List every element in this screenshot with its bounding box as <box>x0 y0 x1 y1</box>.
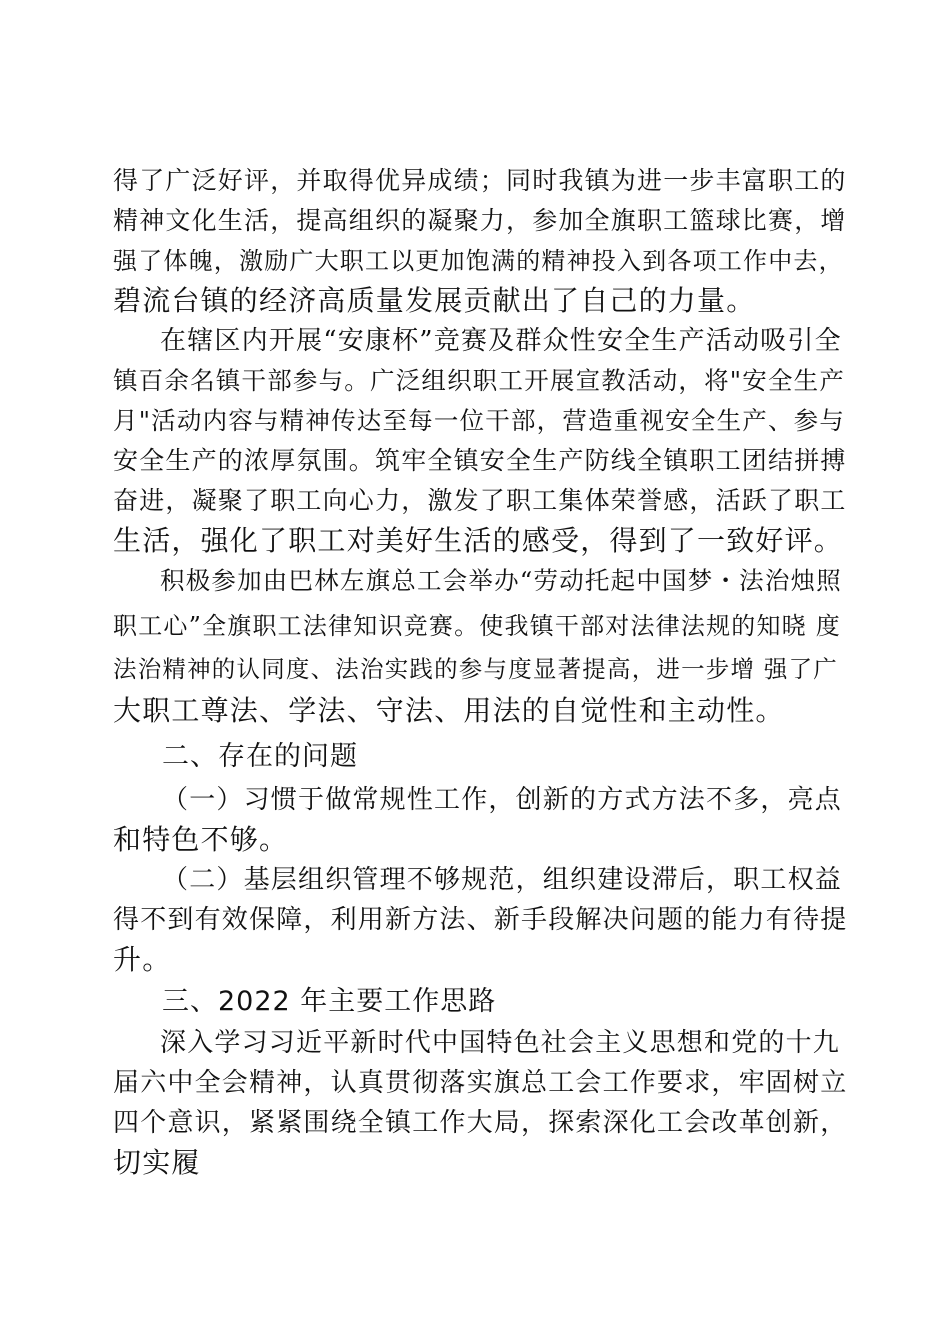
body-text-line: 得了广泛好评，并取得优异成绩；同时我镇为进一步丰富职工的 <box>113 166 847 195</box>
body-text-line: 月"活动内容与精神传达至每一位干部，营造重视安全生产、参与 <box>113 406 846 435</box>
body-text-line: （一）习惯于做常规性工作，创新的方式方法不多，亮点 <box>162 785 843 815</box>
body-text-line: 得不到有效保障，利用新方法、新手段解决问题的能力有待提 <box>113 905 848 935</box>
body-text-line: 升。 <box>113 943 172 976</box>
section-heading: 二、存在的问题 <box>162 741 358 772</box>
body-text-line: 强了体魄，激励广大职工以更加饱满的精神投入到各项工作中去， <box>113 247 844 275</box>
body-text-line: 精神文化生活，提高组织的凝聚力，参加全旗职工篮球比赛，增 <box>113 206 847 235</box>
body-text-line: 在辖区内开展“安康杯”竞赛及群众性安全生产活动吸引全 <box>160 326 842 356</box>
body-text-line: （二）基层组织管理不够规范，组织建设滞后，职工权益 <box>162 865 843 895</box>
body-text-line: 生活，强化了职工对美好生活的感受，得到了一致好评。 <box>113 524 844 557</box>
body-text-line: 深入学习习近平新时代中国特色社会主义思想和党的十九 <box>160 1028 841 1058</box>
body-text-line: 大职工尊法、学法、守法、用法的自觉性和主动性。 <box>113 694 785 727</box>
body-text-line: 法治精神的认同度、法治实践的参与度显著提高，进一步增 强了广 <box>113 655 838 683</box>
body-text-line: 切实履 <box>113 1146 201 1179</box>
body-text-line: 届六中全会精神，认真贯彻落实旗总工会工作要求，牢固树立 <box>113 1068 848 1098</box>
section-heading: 三、2022 年主要工作思路 <box>162 986 497 1017</box>
body-text-line: 碧流台镇的经济高质量发展贡献出了自己的力量。 <box>113 284 756 317</box>
body-text-line: 积极参加由巴林左旗总工会举办“劳动托起中国梦・法治烛照 <box>160 566 842 595</box>
body-text-line: 和特色不够。 <box>113 823 289 856</box>
body-text-line: 安全生产的浓厚氛围。筑牢全镇安全生产防线全镇职工团结拼搏 <box>113 446 847 475</box>
body-text-line: 四个意识，紧紧围绕全镇工作大局，探索深化工会改革创新， <box>113 1108 848 1138</box>
body-text-line: 镇百余名镇干部参与。广泛组织职工开展宣教活动，将"安全生产 <box>113 366 846 395</box>
body-text-line: 奋进，凝聚了职工向心力，激发了职工集体荣誉感，活跃了职工 <box>113 486 847 515</box>
body-text-line: 职工心”全旗职工法律知识竞赛。使我镇干部对法律法规的知晓 度 <box>113 612 841 640</box>
